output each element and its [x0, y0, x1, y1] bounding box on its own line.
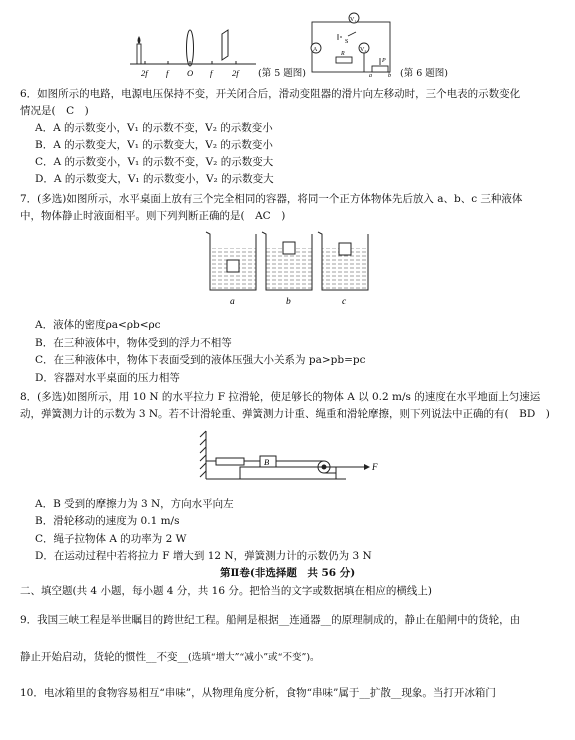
q8-label-f: F [372, 462, 378, 472]
q8-stem-line1: 8．(多选)如图所示，用 10 N 的水平拉力 F 拉滑轮，使足够长的物体 A 以 0.2 m/s 的速度在水平地面上匀速运 [20, 391, 541, 403]
q9-part4: (选填“增大”“减小”或“不变”)。 [188, 652, 320, 663]
q7-option-c: C．在三种液体中，物体下表面受到的液体压强大小关系为 pa>pb=pc [35, 354, 366, 366]
q6-stem-line2: 情况是( C ) [20, 105, 89, 117]
q10-line1 [20, 686, 496, 700]
q7-option-b: B．在三种液体中，物体受到的浮力不相等 [35, 337, 232, 349]
q7-option-a: A．液体的密度ρa<ρb<ρc [35, 319, 161, 331]
q6-option-a: A．A 的示数变小，V₁ 的示数不变，V₂ 的示数变小 [35, 122, 273, 134]
figure-q6-circuit [308, 10, 398, 78]
section2-title: 第Ⅱ卷(非选择题 共 56 分) [220, 567, 356, 579]
q8-option-c: C．绳子拉物体 A 的功率为 2 W [35, 533, 187, 545]
q10-part1: 10．电冰箱里的食物容易相互“串味”，从物理角度分析，食物“串味”属于 [20, 687, 360, 699]
q6-label-v2: V₂ [360, 47, 367, 53]
q6-label-r: R [341, 51, 345, 57]
q9-part1: 9．我国三峡工程是举世瞩目的跨世纪工程。船闸是根据 [20, 614, 279, 626]
figure-q5-lens [128, 22, 258, 80]
q5-label-f-right: f [210, 68, 213, 78]
q5-label-f-left: f [166, 68, 169, 78]
section2-heading: 二、填空题(共 4 小题，每小题 4 分，共 16 分。把恰当的文字或数据填在相应的横线上) [20, 585, 432, 597]
figure-q6-caption: (第 6 题图) [400, 68, 448, 79]
q6-option-b: B．A 的示数变大，V₁ 的示数变大，V₂ 的示数变小 [35, 139, 273, 151]
q9-line1 [20, 613, 520, 627]
q5-label-o: O [187, 68, 194, 78]
q7-option-d: D．容器对水平桌面的压力相等 [35, 372, 180, 384]
q9-part3: 静止开始启动，货轮的惯性 [20, 651, 146, 663]
q6-label-end-a: a [369, 73, 372, 78]
figure-q7-beakers [200, 226, 380, 310]
q6-label-end-b: b [388, 73, 391, 78]
q7-label-a: a [230, 297, 235, 307]
q5-label-2f-right: 2f [232, 68, 239, 78]
q8-option-d: D．在运动过程中若将拉力 F 增大到 12 N，弹簧测力计的示数仍为 3 N [35, 550, 372, 562]
q6-label-a: A [313, 47, 318, 53]
q8-option-a: A．B 受到的摩擦力为 3 N，方向水平向左 [35, 498, 234, 510]
q6-stem-line1: 6．如图所示的电路，电源电压保持不变，开关闭合后，滑动变阻器的滑片向左移动时，三个电表的示数变化 [20, 88, 521, 100]
q6-option-c: C．A 的示数变小，V₁ 的示数不变，V₂ 的示数变大 [35, 156, 274, 168]
q6-label-v1: V₁ [350, 17, 357, 23]
q8-option-b: B．滑轮移动的速度为 0.1 m/s [35, 515, 180, 527]
q6-label-s: S [345, 39, 349, 45]
q6-option-d: D．A 的示数变大，V₁ 的示数变小，V₂ 的示数变大 [35, 173, 274, 185]
q10-blank1: __扩散__ [359, 687, 402, 699]
figure-q8-pulley [196, 427, 386, 487]
q9-line2 [20, 650, 320, 665]
q9-blank2: __不变__ [146, 651, 188, 663]
q9-blank1: __连通器__ [278, 614, 332, 626]
q8-label-b: B [264, 457, 270, 467]
figure-q5-caption: (第 5 题图) [258, 68, 306, 79]
q10-part2: 现象。当打开冰箱门 [401, 687, 496, 699]
q7-stem-line1: 7．(多选)如图所示，水平桌面上放有三个完全相同的容器，将同一个正方体物体先后放入 a、b、c 三种液体 [20, 193, 523, 205]
q7-label-c: c [342, 297, 347, 307]
q9-part2: 的原理制成的，静止在船闸中的货轮，由 [331, 614, 521, 626]
q7-label-b: b [286, 297, 291, 307]
q7-stem-line2: 中，物体静止时液面相平。则下列判断正确的是( AC ) [20, 210, 286, 222]
q6-label-p: P [382, 58, 386, 64]
q8-stem-line2: 动，弹簧测力计的示数为 3 N。若不计滑轮重、弹簧测力计重、绳重和滑轮摩擦，则下列说法中正确的有( BD ) [20, 408, 550, 420]
q5-label-2f-left: 2f [141, 68, 148, 78]
